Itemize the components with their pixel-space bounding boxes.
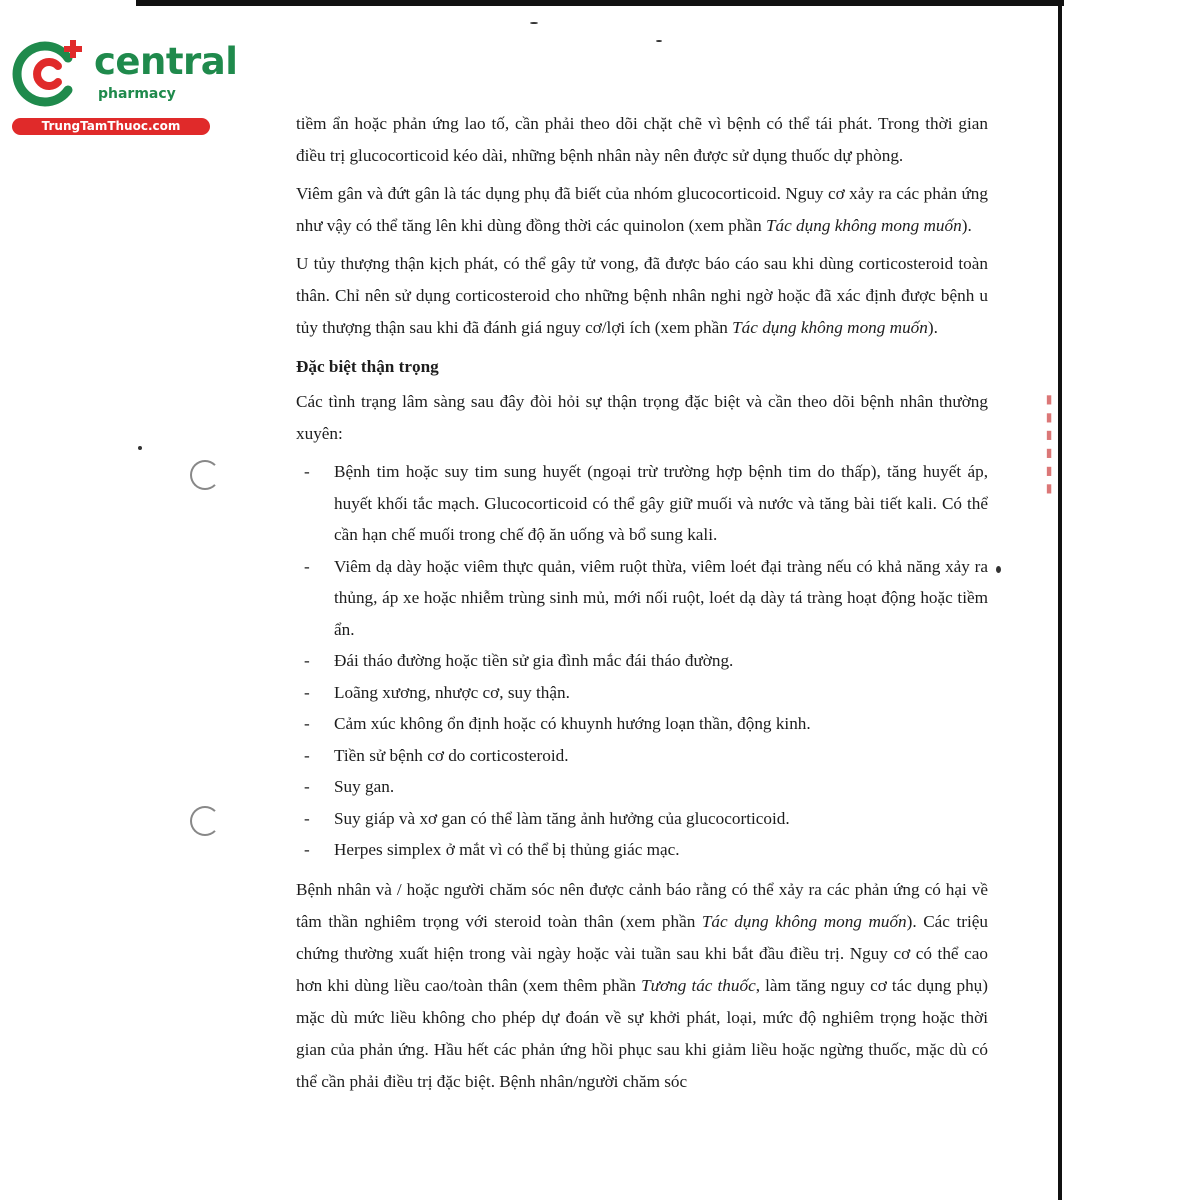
brand-url[interactable]: TrungTamThuoc.com <box>12 118 210 135</box>
scan-speck <box>996 566 1001 573</box>
paragraph: Viêm gân và đứt gân là tác dụng phụ đã biết của nhóm glucocorticoid. Nguy cơ xảy ra các phản ứng như vậy có thể tăng lên khi dùng đồng thời các quinolon (xem phần Tác dụng không mong muốn). <box>296 184 988 235</box>
list-item: - Cảm xúc không ổn định hoặc có khuynh hướng loạn thần, động kinh. <box>304 714 811 733</box>
section-reference: Tương tác thuốc <box>641 975 756 995</box>
paragraph: Các tình trạng lâm sàng sau đây đòi hỏi sự thận trọng đặc biệt và cần theo dõi bệnh nhân thường xuyên: <box>296 392 988 443</box>
paragraph: Bệnh nhân và / hoặc người chăm sóc nên được cảnh báo rằng có thể xảy ra các phản ứng có hại về tâm thần nghiêm trọng với steroid toàn thân (xem phần Tác dụng không mong muốn). Các triệu chứng thường xuất hiện trong vài ngày hoặc vài tuần sau khi bắt đầu điều trị. Nguy cơ có thể cao hơn khi dùng liều cao/toàn thân (xem thêm phần Tương tác thuốc, làm tăng nguy cơ tác dụng phụ) mặc dù mức liều không cho phép dự đoán về sự khởi phát, loại, mức độ nghiêm trọng hoặc thời gian của phản ứng. Hầu hết các phản ứng hồi phục sau khi giảm liều hoặc ngừng thuốc, mặc dù có thể cần phải điều trị đặc biệt. Bệnh nhân/người chăm sóc <box>296 879 988 1091</box>
list-item: - Herpes simplex ở mắt vì có thể bị thủng giác mạc. <box>304 840 680 859</box>
brand-subtitle: pharmacy <box>98 86 176 102</box>
list-item: - Suy giáp và xơ gan có thể làm tăng ảnh hưởng của glucocorticoid. <box>304 808 790 828</box>
list-item: - Bệnh tim hoặc suy tim sung huyết (ngoại trừ trường hợp bệnh tim do thấp), tăng huyết áp, huyết khối tắc mạch. Glucocorticoid có thể gây giữ muối và nước và tăng bài tiết kali. Có thể cần hạn chế muối trong chế độ ăn uống và bổ sung kali. <box>304 462 988 544</box>
punch-hole-mark <box>190 460 220 490</box>
section-reference: Tác dụng không mong muốn <box>732 318 928 337</box>
punch-hole-mark <box>190 806 220 836</box>
list-item: - Viêm dạ dày hoặc viêm thực quản, viêm ruột thừa, viêm loét đại tràng nếu có khả năng xảy ra thủng, áp xe hoặc nhiễm trùng sinh mủ, mới nối ruột, loét dạ dày tá tràng hoạt động hoặc tiềm ẩn. <box>304 556 988 639</box>
list-item: - Loãng xương, nhược cơ, suy thận. <box>304 682 570 702</box>
pharmacy-logo[interactable] <box>10 36 238 136</box>
scan-speck <box>530 22 538 24</box>
section-reference: Tác dụng không mong muốn <box>765 216 962 235</box>
list-item: - Tiền sử bệnh cơ do corticosteroid. <box>304 745 569 765</box>
document-body <box>296 108 988 1104</box>
precautions-list <box>296 456 988 866</box>
paragraph: U tủy thượng thận kịch phát, có thể gây tử vong, đã được báo cáo sau khi dùng corticosteroid toàn thân. Chỉ nên sử dụng corticosteroid cho những bệnh nhân nghi ngờ hoặc đã xác định được bệnh u tủy thượng thận sau khi đã đánh giá nguy cơ/lợi ích (xem phần Tác dụng không mong muốn). <box>296 254 988 337</box>
scan-border-top <box>136 0 1064 6</box>
list-item: - Suy gan. <box>304 777 395 796</box>
brand-name: central <box>94 40 238 83</box>
pharmacy-logo-icon <box>10 38 92 110</box>
edge-stamp-mark: ▮ ▮ ▮ ▮ ▮ ▮ <box>1042 392 1056 496</box>
scan-speck <box>656 40 662 42</box>
scan-border-right <box>1058 0 1062 1200</box>
list-item: - Đái tháo đường hoặc tiền sử gia đình mắc đái tháo đường. <box>304 651 734 670</box>
section-heading: Đặc biệt thận trọng <box>296 357 439 376</box>
section-reference: Tác dụng không mong muốn <box>701 911 907 931</box>
scan-speck <box>138 446 142 450</box>
paragraph: tiềm ẩn hoặc phản ứng lao tố, cần phải theo dõi chặt chẽ vì bệnh có thể tái phát. Trong thời gian điều trị glucocorticoid kéo dài, những bệnh nhân này nên được sử dụng thuốc dự phòng. <box>296 114 988 165</box>
